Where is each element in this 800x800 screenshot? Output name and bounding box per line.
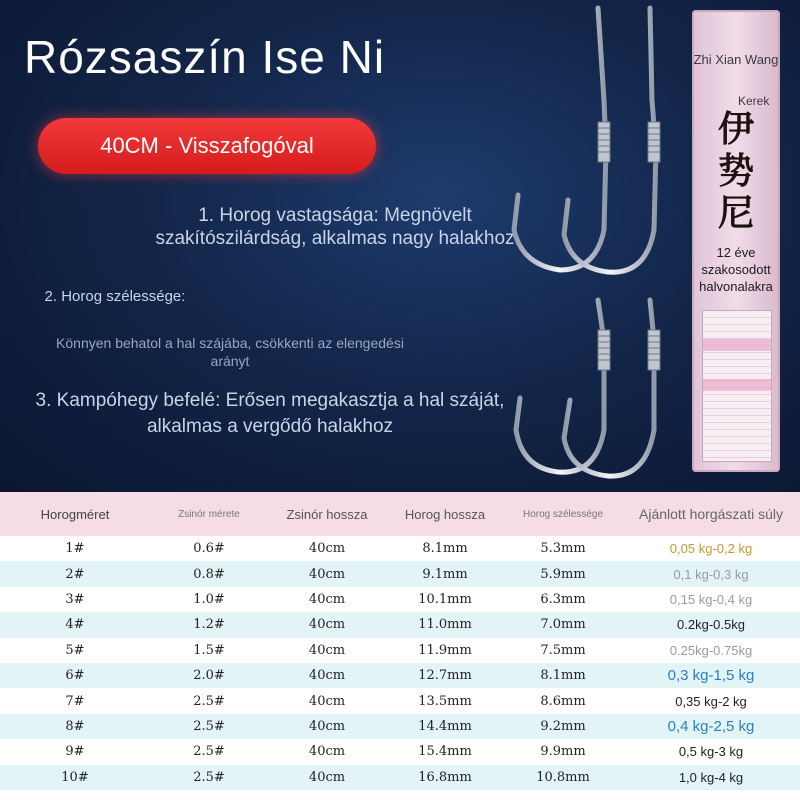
cell-hook-size: 3# [0,587,150,612]
cell-hook-length: 14.4mm [386,714,504,739]
feature-thickness: 1. Horog vastagsága: Megnövelt szakítószilárdság, alkalmas nagy halakhoz [155,205,515,249]
cell-hook-length: 15.4mm [386,739,504,764]
package-shape: Kerek [738,94,770,108]
cell-line-size: 2.0# [150,663,268,688]
cell-line-length: 40cm [268,714,386,739]
cell-hook-width: 7.0mm [504,612,622,637]
table-row [0,561,800,586]
table-header-row [0,492,800,536]
cell-hook-size: 1# [0,536,150,561]
cell-hook-length: 12.7mm [386,663,504,688]
cell-weight: 0.2kg-0.5kg [622,612,800,637]
cell-hook-length: 16.8mm [386,765,504,790]
hook-1-line [514,8,606,270]
cell-line-size: 2.5# [150,714,268,739]
header-hook-length: Horog hossza [386,492,504,536]
cell-hook-size: 2# [0,561,150,586]
cell-hook-size: 9# [0,739,150,764]
cell-weight: 0.25kg-0.75kg [622,638,800,663]
cell-hook-width: 9.9mm [504,739,622,764]
product-package [692,10,780,472]
cell-line-length: 40cm [268,765,386,790]
cell-weight: 1,0 kg-4 kg [622,765,800,790]
cell-hook-width: 9.2mm [504,714,622,739]
table-row [0,739,800,764]
cell-hook-size: 10# [0,765,150,790]
cell-hook-length: 8.1mm [386,536,504,561]
feature-point: 3. Kampóhegy befelé: Erősen megakasztja a hal száját, alkalmas a vergődő halakhoz [35,390,505,437]
cell-line-size: 1.2# [150,612,268,637]
cell-weight: 0,3 kg-1,5 kg [622,663,800,688]
cell-line-size: 1.0# [150,587,268,612]
cell-line-size: 0.8# [150,561,268,586]
feature-width-heading: 2. Horog szélessége: [44,288,186,305]
cell-weight: 0,15 kg-0,4 kg [622,587,800,612]
cell-hook-width: 5.9mm [504,561,622,586]
table-row [0,536,800,561]
cell-line-size: 1.5# [150,638,268,663]
cell-hook-width: 6.3mm [504,587,622,612]
cell-hook-length: 11.9mm [386,638,504,663]
cell-line-length: 40cm [268,561,386,586]
table-row [0,765,800,790]
cell-hook-size: 7# [0,688,150,713]
cell-hook-width: 8.1mm [504,663,622,688]
feature-width-text: Könnyen behatol a hal szájába, csökkenti az elengedési arányt [56,335,404,369]
cell-line-length: 40cm [268,587,386,612]
cell-hook-width: 8.6mm [504,688,622,713]
table-row [0,587,800,612]
cell-hook-size: 4# [0,612,150,637]
header-line-length: Zsinór hossza [268,492,386,536]
package-brand: Zhi Xian Wang [693,52,779,67]
header-recommended-weight: Ajánlott horgászati súly [622,492,800,536]
cell-hook-width: 5.3mm [504,536,622,561]
cell-hook-size: 6# [0,663,150,688]
length-badge: 40CM - Visszafogóval [38,118,376,174]
package-note: 12 éve szakosodott halvonalakra [699,245,773,294]
cell-hook-size: 8# [0,714,150,739]
spec-table-section [0,492,800,800]
spec-table [0,492,800,790]
hook-4-line [564,300,654,476]
table-row [0,688,800,713]
cell-line-size: 0.6# [150,536,268,561]
cell-line-size: 2.5# [150,765,268,790]
fishing-hooks-image [500,0,700,492]
table-row [0,612,800,637]
cell-hook-size: 5# [0,638,150,663]
cell-line-size: 2.5# [150,688,268,713]
header-line-size: Zsinór mérete [150,492,268,536]
table-row [0,663,800,688]
cell-line-size: 2.5# [150,739,268,764]
cell-line-length: 40cm [268,536,386,561]
cell-weight: 0,35 kg-2 kg [622,688,800,713]
cell-line-length: 40cm [268,739,386,764]
table-row [0,714,800,739]
package-kanji: 伊势尼 [717,108,754,234]
cell-hook-width: 7.5mm [504,638,622,663]
cell-hook-width: 10.8mm [504,765,622,790]
cell-weight: 0,5 kg-3 kg [622,739,800,764]
product-title: Rózsaszín Ise Ni [24,31,386,83]
header-hook-size: Horogméret [0,492,150,536]
cell-line-length: 40cm [268,638,386,663]
package-ruler [702,310,772,462]
cell-line-length: 40cm [268,663,386,688]
cell-hook-length: 13.5mm [386,688,504,713]
cell-line-length: 40cm [268,612,386,637]
header-hook-width: Horog szélessége [504,492,622,536]
hook-3-line [516,300,604,472]
cell-hook-length: 10.1mm [386,587,504,612]
cell-hook-length: 11.0mm [386,612,504,637]
cell-line-length: 40cm [268,688,386,713]
cell-weight: 0,1 kg-0,3 kg [622,561,800,586]
cell-weight: 0,05 kg-0,2 kg [622,536,800,561]
cell-hook-length: 9.1mm [386,561,504,586]
cell-weight: 0,4 kg-2,5 kg [622,714,800,739]
table-row [0,638,800,663]
